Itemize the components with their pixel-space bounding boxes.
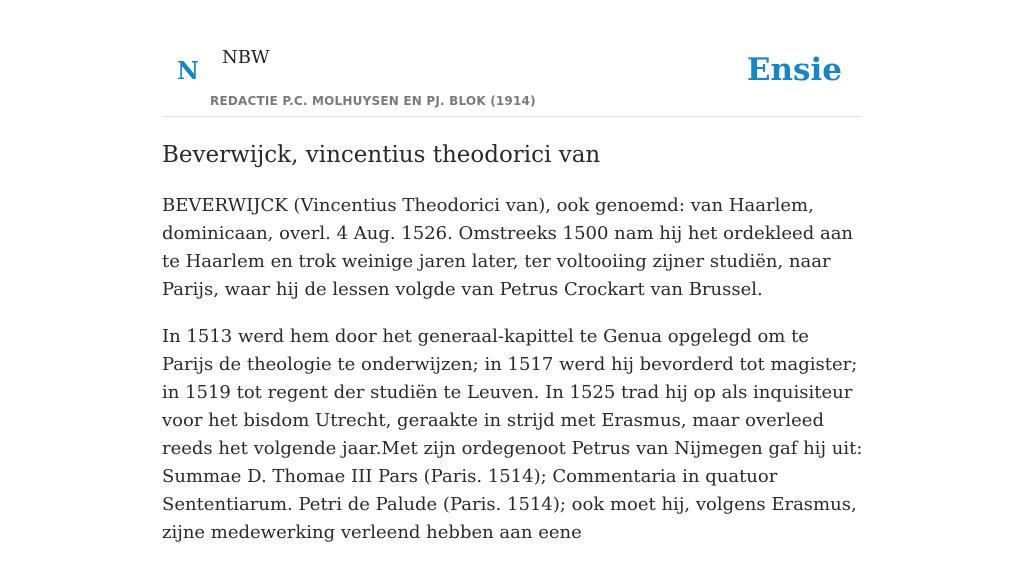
article-title: Beverwijck, vincentius theodorici van — [162, 142, 601, 168]
brand-logo-link[interactable]: Ensie — [746, 52, 842, 88]
article-paragraph: BEVERWIJCK (Vincentius Theodorici van), ook genoemd: van Haarlem, dominicaan, overl. 4 Aug. 1526. Omstreeks 1500 nam hij het ordekleed aan te Haarlem en trok weinige jaren later, ter voltooiing zijner studiën, naar Parijs, waar hij de lessen volgde van Petrus Crockart van Brussel. — [162, 195, 854, 300]
article-paragraph: In 1513 werd hem door het generaal-kapittel te Genua opgelegd om te Parijs de theologie te onderwijzen; in 1517 werd hij bevorderd tot magister; in 1519 tot regent der studiën te Leuven. In 1525 trad hij op als inquisiteur voor het bisdom Utrecht, geraakte in strijd met Erasmus, maar overleed reeds het volgende jaar.Met zijn ordegenoot Petrus van Nijmegen gaf hij uit: Summae D. Thomae III Pars (Paris. 1514); Commentaria in quatuor Sententiarum. Petri de Palude (Paris. 1514); ook moet hij, volgens Erasmus, zijne medewerking verleend hebben aan eene — [162, 326, 863, 543]
source-name[interactable]: NBW — [222, 47, 270, 68]
source-logo[interactable]: N — [177, 56, 199, 85]
page — [162, 0, 863, 543]
header — [162, 0, 862, 117]
source-editors: REDACTIE P.C. MOLHUYSEN EN PJ. BLOK (1914) — [210, 94, 536, 108]
article-body — [162, 192, 864, 566]
